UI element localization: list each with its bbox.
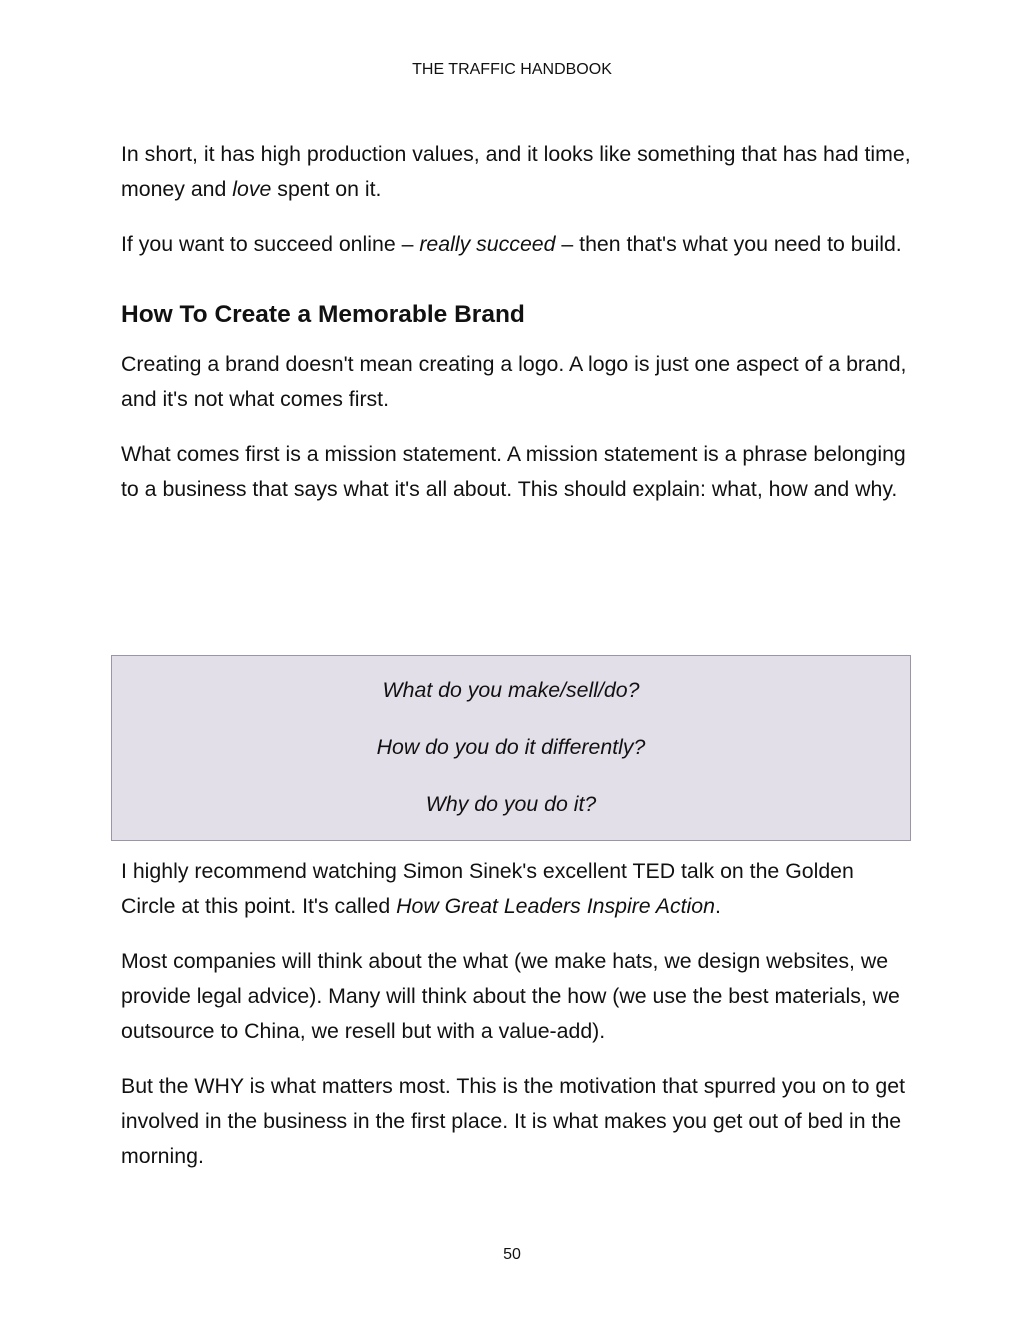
questions-callout-box: [111, 655, 911, 841]
paragraph-text: .: [714, 894, 721, 918]
paragraph-brand-logo: Creating a brand doesn't mean creating a logo. A logo is just one aspect of a brand, and it's not what comes first.: [121, 352, 907, 411]
paragraph-mission-statement: What comes first is a mission statement. A mission statement is a phrase belonging to a business that says what it's all about. This should explain: what, how and why.: [121, 442, 906, 501]
callout-question-why: Why do you do it?: [425, 792, 597, 816]
section-heading: How To Create a Memorable Brand: [121, 301, 525, 328]
paragraph-text: In short, it has high production values, and it looks like something that has had time, money and: [121, 142, 911, 201]
paragraph-why-matters: But the WHY is what matters most. This is the motivation that spurred you on to get involved in the business in the first place. It is what makes you get out of bed in the morning.: [121, 1074, 906, 1168]
paragraph-text: – then that's what you need to build.: [555, 232, 902, 256]
paragraph-production-values: [121, 137, 911, 207]
page-number: 50: [503, 1246, 521, 1263]
running-header: THE TRAFFIC HANDBOOK: [412, 61, 612, 78]
callout-question-how: How do you do it differently?: [376, 735, 646, 759]
paragraph-ted-talk: [121, 854, 911, 924]
body-text-lower: [121, 854, 911, 1174]
paragraph-succeed-online: [121, 227, 911, 262]
emphasis-text: really succeed: [419, 232, 556, 256]
callout-question-what: What do you make/sell/do?: [382, 678, 640, 702]
paragraph-text: If you want to succeed online –: [121, 232, 420, 256]
paragraph-text: spent on it.: [271, 177, 382, 201]
paragraph-text: I highly recommend watching Simon Sinek's excellent TED talk on the Golden Circle at this point. It's called: [121, 859, 854, 918]
body-text-upper: [121, 137, 911, 507]
paragraph-what-and-how: Most companies will think about the what (we make hats, we design websites, we provide legal advice). Many will think about the how (we use the best materials, we outsource to China, we resell but with a value-add).: [121, 949, 900, 1043]
emphasis-text: love: [232, 177, 272, 201]
emphasis-text: How Great Leaders Inspire Action: [396, 894, 715, 918]
